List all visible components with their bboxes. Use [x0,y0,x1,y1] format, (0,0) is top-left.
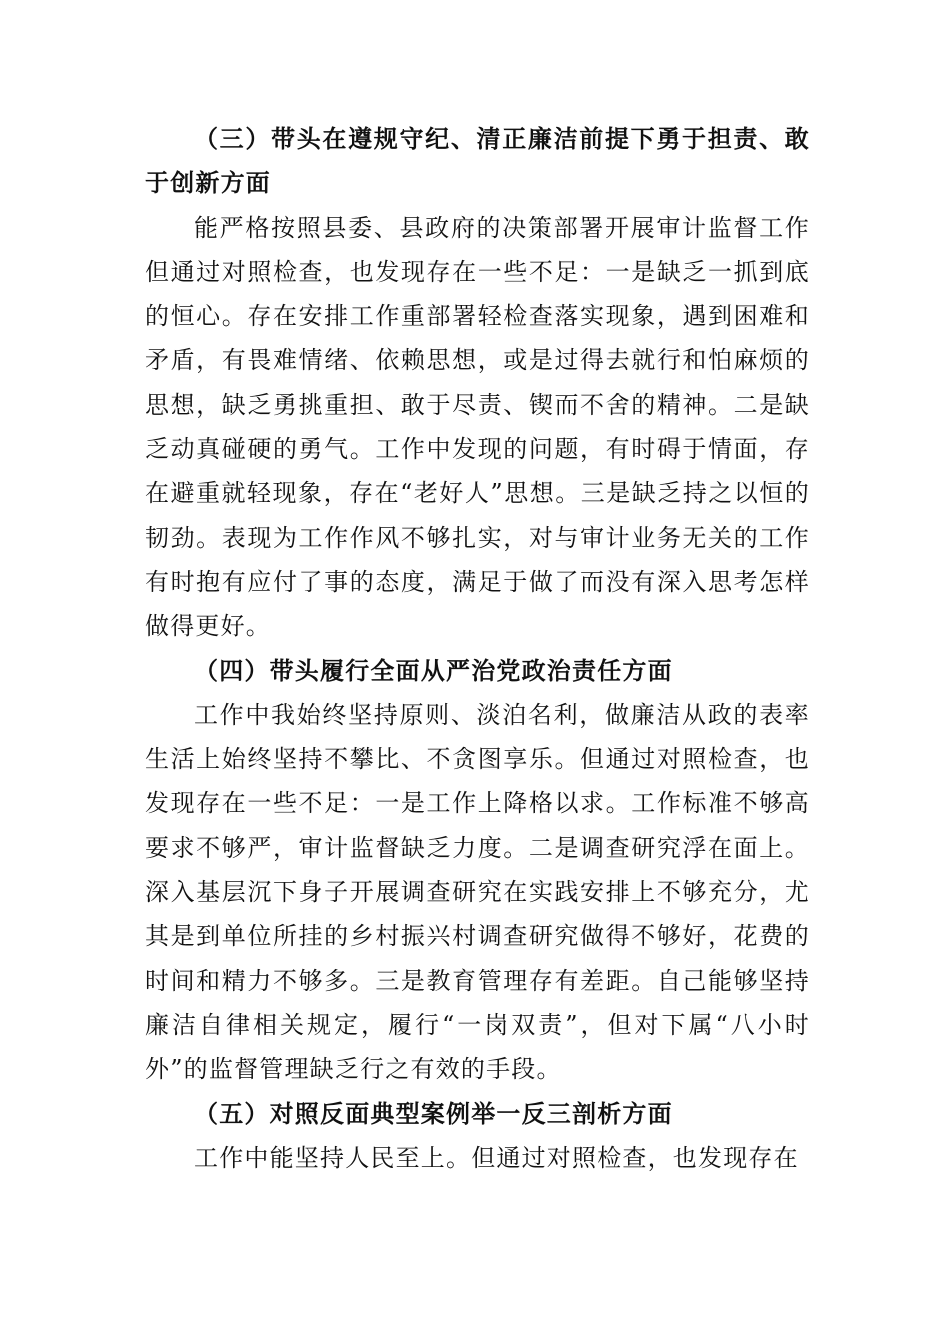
section-paragraph-3: 能严格按照县委、县政府的决策部署开展审计监督工作但通过对照检查，也发现存在一些不足：一是缺乏一抓到底的恒心。存在安排工作重部署轻检查落实现象，遇到困难和矛盾，有畏难情绪、依赖思想，或是过得去就行和怕麻烦的思想，缺乏勇挑重担、敢于尽责、锲而不舍的精神。二是缺乏动真碰硬的勇气。工作中发现的问题，有时碍于情面，存在避重就轻现象，存在“老好人”思想。三是缺乏持之以恒的韧劲。表现为工作作风不够扎实，对与审计业务无关的工作有时抱有应付了事的态度，满足于做了而没有深入思考怎样做得更好。 [145,213,810,641]
section-heading-4: （四）带头履行全面从严治党政治责任方面 [194,656,673,685]
section-heading-5: （五）对照反面典型案例举一反三剖析方面 [194,1099,673,1128]
document-body [145,117,810,1180]
section-paragraph-4: 工作中我始终坚持原则、淡泊名利，做廉洁从政的表率生活上始终坚持不攀比、不贪图享乐。但通过对照检查，也发现存在一些不足：一是工作上降格以求。工作标准不够高要求不够严，审计监督缺乏力度。二是调查研究浮在面上。深入基层沉下身子开展调查研究在实践安排上不够充分，尤其是到单位所挂的乡村振兴村调查研究做得不够好，花费的时间和精力不够多。三是教育管理存有差距。自己能够坚持廉洁自律相关规定，履行“一岗双责”，但对下属“八小时外”的监督管理缺乏行之有效的手段。 [145,700,810,1084]
section-heading-3: （三）带头在遵规守纪、清正廉洁前提下勇于担责、敢于创新方面 [145,125,810,198]
section-paragraph-5: 工作中能坚持人民至上。但通过对照检查，也发现存在 [194,1143,799,1172]
